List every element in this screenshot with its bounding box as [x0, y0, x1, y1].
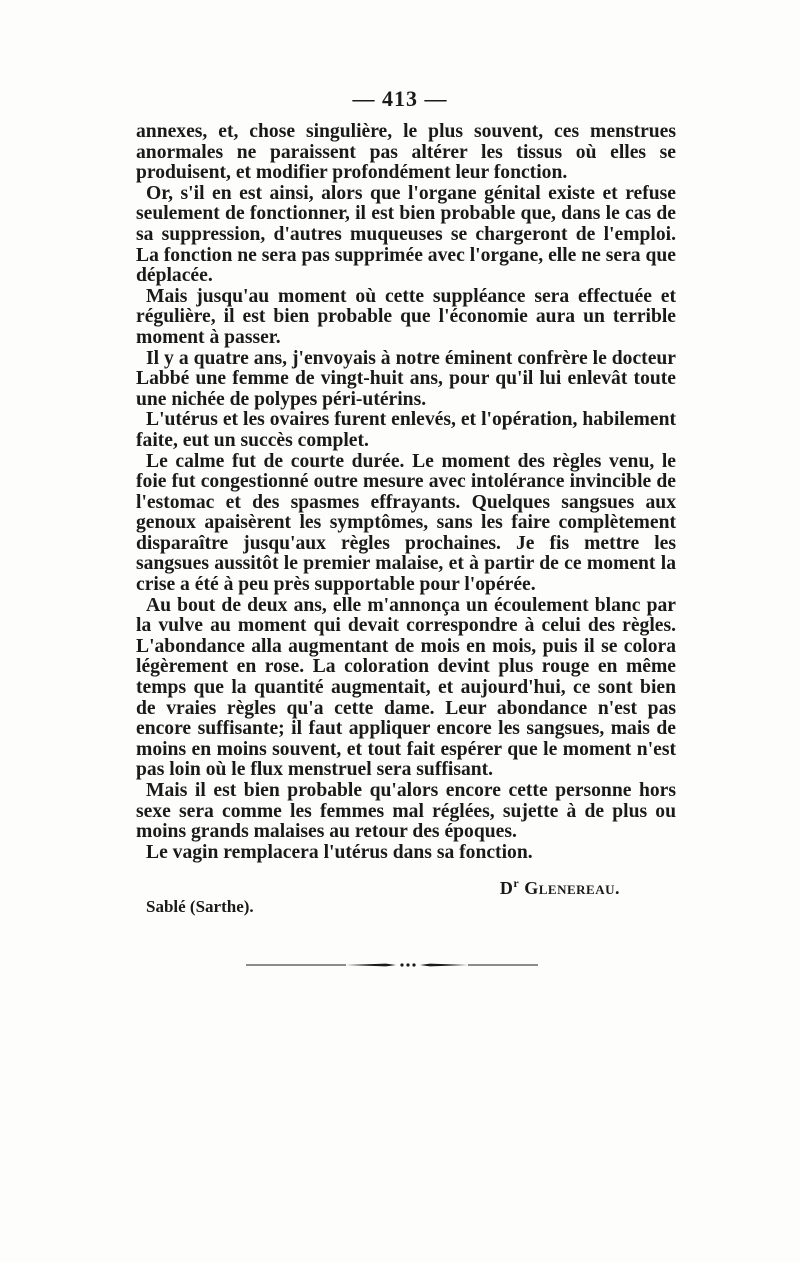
paragraph: Au bout de deux ans, elle m'annonça un écoulement blanc par la vulve au moment qui devait correspondre à celui des règles. L'abondance alla augmentant de mois en mois, puis il se colora légèrement en rose. La coloration devint plus rouge en même temps que la quantité augmentait, et aujourd'hui, ce sont bien de vraies règles qu'a cette dame. Leur abondance n'est pas encore suffisante; il faut appliquer encore les sangsues, mais de moins en moins souvent, et tout fait espérer que le moment n'est pas loin où le flux menstruel sera suffisant.	[136, 594, 676, 781]
paragraph: Le vagin remplacera l'utérus dans sa fonction.	[146, 841, 533, 863]
location-line: Sablé (Sarthe).	[146, 897, 254, 916]
paragraph: L'utérus et les ovaires furent enlevés, et l'opération, habilement faite, eut un succès complet.	[136, 409, 676, 451]
page-number: — 413 —	[352, 86, 448, 111]
ornamental-rule	[246, 963, 538, 967]
author-signature	[500, 876, 620, 899]
signature-name: Glenereau.	[524, 878, 620, 898]
body-text	[136, 122, 676, 863]
signature-title-superscript: r	[513, 876, 520, 890]
paragraph: Mais jusqu'au moment où cette suppléance sera effectuée et régulière, il est bien probable que l'économie aura un terrible moment à passer.	[136, 285, 676, 348]
paragraph: Mais il est bien probable qu'alors encore cette personne hors sexe sera comme les femmes mal réglées, sujette à de plus ou moins grands malaises au retour des époques.	[136, 780, 676, 843]
signature-title: D	[499, 878, 514, 898]
paragraph: Le calme fut de courte durée. Le moment des règles venu, le foie fut congestionné outre mesure avec intolérance invincible de l'estomac et des spasmes effrayants. Quelques sangsues aux genoux apaisèrent les symptômes, sans les faire complètement disparaître jusqu'aux règles prochaines. Je fis mettre les sangsues aussitôt le premier malaise, et à partir de ce moment la crise a été à peu près supportable pour l'opérée.	[136, 450, 676, 596]
paragraph: Or, s'il en est ainsi, alors que l'organe génital existe et refuse seulement de fonctionner, il est bien probable que, dans le cas de sa suppression, d'autres muqueuses se chargeront de l'emploi. La fonction ne sera pas supprimée avec l'organe, elle ne sera que déplacée.	[136, 182, 676, 287]
paragraph: annexes, et, chose singulière, le plus souvent, ces menstrues anormales ne paraissent pas altérer les tissus où elles se produisent, et modifier profondément leur fonction.	[136, 121, 676, 184]
paragraph: Il y a quatre ans, j'envoyais à notre éminent confrère le docteur Labbé une femme de vingt-huit ans, pour qu'il lui enlevât toute une nichée de polypes péri-utérins.	[136, 347, 676, 410]
